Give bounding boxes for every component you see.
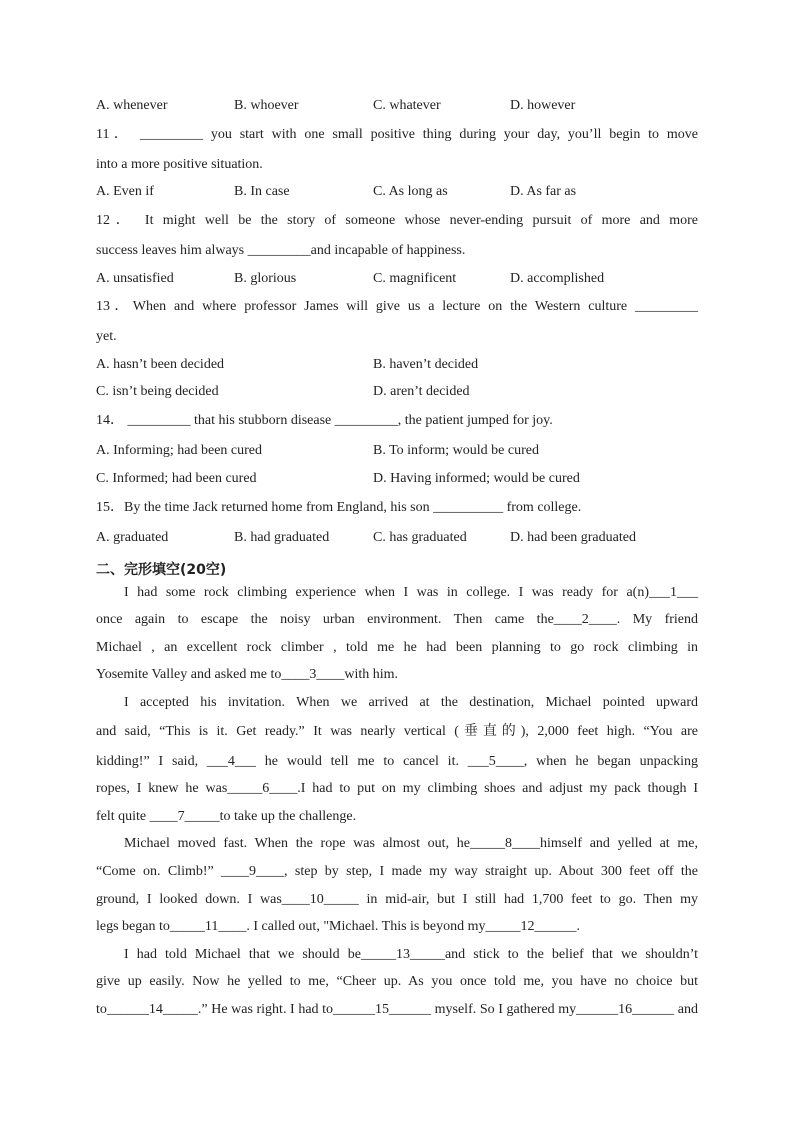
q12-option-d: D. accomplished bbox=[510, 271, 605, 286]
q11-stem-line2: into a more positive situation. bbox=[96, 157, 263, 172]
q11-stem-line1: 11． _________ you start with one small positive thing during your day, you’ll begin to move bbox=[96, 127, 698, 142]
q13-option-b: B. haven’t decided bbox=[373, 357, 479, 372]
q10-option-d: D. however bbox=[510, 98, 576, 113]
q14-option-a: A. Informing; had been cured bbox=[96, 443, 262, 458]
q14-stem: 14． _________ that his stubborn disease _________, the patient jumped for joy. bbox=[96, 413, 553, 428]
passage-line: I had told Michael that we should be_____13_____and stick to the belief that we shouldn’t bbox=[124, 947, 698, 962]
q13-option-c: C. isn’t being decided bbox=[96, 384, 219, 399]
q14-option-b: B. To inform; would be cured bbox=[373, 443, 539, 458]
passage-line: ropes, I knew he was_____6____.I had to put on my climbing shoes and adjust my pack though I bbox=[96, 781, 698, 796]
q13-stem-line1: 13．When and where professor James will give us a lecture on the Western culture _________ bbox=[96, 299, 698, 314]
q15-option-b: B. had graduated bbox=[234, 530, 330, 545]
q15-option-a: A. graduated bbox=[96, 530, 169, 545]
q12-option-c: C. magnificent bbox=[373, 271, 457, 286]
passage-line: Michael , an excellent rock climber , told me he had been planning to go rock climbing in bbox=[96, 640, 698, 655]
passage-line: legs began to_____11____. I called out, "Michael. This is beyond my_____12______. bbox=[96, 919, 580, 934]
passage-line: Michael moved fast. When the rope was almost out, he_____8____himself and yelled at me, bbox=[124, 836, 698, 851]
q10-option-a: A. whenever bbox=[96, 98, 168, 113]
q15-option-d: D. had been graduated bbox=[510, 530, 636, 545]
q13-option-d: D. aren’t decided bbox=[373, 384, 470, 399]
section-heading-cloze: 二、完形填空(20空) bbox=[96, 562, 227, 578]
passage-line: ground, I looked down. I was____10_____ in mid-air, but I still had 1,700 feet to go. Then my bbox=[96, 892, 698, 907]
q12-stem-line1: 12． It might well be the story of someone whose never-ending pursuit of more and more bbox=[96, 213, 698, 228]
passage-line: “Come on. Climb!” ____9____, step by step, I made my way straight up. About 300 feet off the bbox=[96, 864, 698, 879]
passage-line: give up easily. Now he yelled to me, “Cheer up. As you once told me, you have no choice but bbox=[96, 974, 698, 989]
q12-option-b: B. glorious bbox=[234, 271, 297, 286]
q11-option-d: D. As far as bbox=[510, 184, 577, 199]
q15-stem: 15．By the time Jack returned home from England, his son __________ from college. bbox=[96, 500, 582, 515]
q12-stem-line2: success leaves him always _________and incapable of happiness. bbox=[96, 243, 466, 258]
passage-line: I had some rock climbing experience when I was in college. I was ready for a(n)___1___ bbox=[124, 585, 698, 600]
q14-option-c: C. Informed; had been cured bbox=[96, 471, 257, 486]
q11-option-b: B. In case bbox=[234, 184, 290, 199]
q12-option-a: A. unsatisfied bbox=[96, 271, 174, 286]
q15-option-c: C. has graduated bbox=[373, 530, 467, 545]
passage-line: once again to escape the noisy urban environment. Then came the____2____. My friend bbox=[96, 612, 698, 627]
q13-stem-line2: yet. bbox=[96, 329, 117, 344]
q11-option-a: A. Even if bbox=[96, 184, 154, 199]
passage-line: to______14_____.” He was right. I had to______15______ myself. So I gathered my______16______ and bbox=[96, 1002, 698, 1017]
passage-line: felt quite ____7_____to take up the challenge. bbox=[96, 809, 357, 824]
passage-line: and said, “This is it. Get ready.” It was nearly vertical (垂直的), 2,000 feet high. “You are bbox=[96, 724, 698, 739]
passage-line: kidding!” I said, ___4___ he would tell me to cancel it. ___5____, when he began unpacking bbox=[96, 754, 698, 769]
q10-option-b: B. whoever bbox=[234, 98, 299, 113]
q11-option-c: C. As long as bbox=[373, 184, 448, 199]
passage-line: I accepted his invitation. When we arrived at the destination, Michael pointed upward bbox=[124, 695, 698, 710]
q14-option-d: D. Having informed; would be cured bbox=[373, 471, 580, 486]
q10-option-c: C. whatever bbox=[373, 98, 441, 113]
q13-option-a: A. hasn’t been decided bbox=[96, 357, 225, 372]
passage-line: Yosemite Valley and asked me to____3____with him. bbox=[96, 667, 399, 682]
